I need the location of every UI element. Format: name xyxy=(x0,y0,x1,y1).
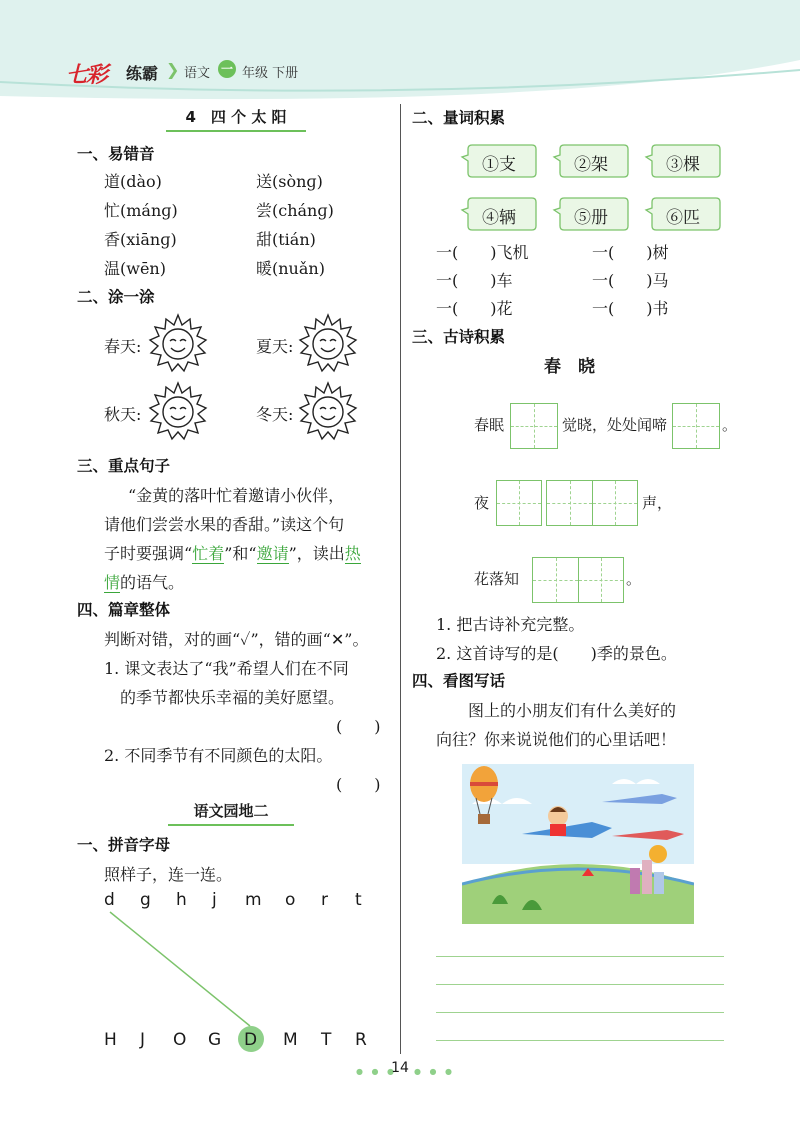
poem-text: 春眠 xyxy=(474,416,505,434)
text-run: ”，读出 xyxy=(288,544,345,563)
uppercase-letter[interactable]: H xyxy=(104,1030,117,1050)
garden-title-text: 语文园地二 xyxy=(193,802,269,820)
uppercase-letter[interactable]: J xyxy=(140,1030,146,1050)
pinyin-item: 尝(chánɡ) xyxy=(256,201,334,220)
section-title: 二、涂一涂 xyxy=(77,288,155,306)
lowercase-letter[interactable]: r xyxy=(321,890,328,910)
uppercase-letter[interactable]: M xyxy=(283,1030,298,1050)
lowercase-letter[interactable]: j xyxy=(212,890,217,910)
tianzige-box[interactable] xyxy=(496,480,542,526)
subject-label: 语文 xyxy=(184,66,211,81)
pinyin-item: 甜(tián) xyxy=(256,230,316,249)
lowercase-letter[interactable]: g xyxy=(140,890,151,910)
measure-word-bubble xyxy=(644,143,722,179)
column-divider xyxy=(400,104,401,1054)
section-title: 三、古诗积累 xyxy=(412,328,506,346)
section-title: 三、重点句子 xyxy=(77,457,171,475)
illustration-image xyxy=(462,764,694,924)
prompt-text: 向往？你来说说他们的心里话吧！ xyxy=(436,730,677,749)
measure-word-bubble xyxy=(460,196,538,232)
question-text: 1. 把古诗补充完整。 xyxy=(436,615,585,634)
bubble-text: ④辆 xyxy=(482,208,516,228)
fill-blank[interactable]: 一( )书 xyxy=(592,299,669,318)
section-title: 二、量词积累 xyxy=(412,109,506,127)
bubble-text: ③棵 xyxy=(666,155,700,175)
bubble-text: ⑤册 xyxy=(574,208,608,228)
text-run: 子时要强调“ xyxy=(104,544,193,563)
poem-title: 春 晓 xyxy=(544,357,595,377)
page-number: 14 xyxy=(391,1060,409,1076)
emphasis-word: 邀请 xyxy=(256,544,289,563)
question-text: 2. 这首诗写的是( )季的景色。 xyxy=(436,644,677,663)
instruction: 照样子，连一连。 xyxy=(104,865,233,884)
section-title: 一、易错音 xyxy=(77,145,155,163)
lesson-title-text: 4 四 个 太 阳 xyxy=(185,108,287,126)
measure-word-bubble xyxy=(460,143,538,179)
bubble-text: ②架 xyxy=(574,155,608,175)
key-sentence-line: “金黄的落叶忙着邀请小伙伴， xyxy=(128,486,345,505)
fill-blank[interactable]: 一( )马 xyxy=(592,271,669,290)
prompt-text: 图上的小朋友们有什么美好的 xyxy=(468,701,677,720)
pinyin-item: 道(dào) xyxy=(104,172,162,191)
pinyin-item: 暖(nuǎn) xyxy=(256,259,325,278)
season-label: 秋天: xyxy=(104,405,142,424)
lowercase-letter[interactable]: m xyxy=(245,890,262,910)
season-label: 冬天: xyxy=(256,405,294,424)
section-title: 一、拼音字母 xyxy=(77,836,171,854)
bubble-text: ⑥匹 xyxy=(666,208,700,228)
footer-dots-left: ● ● ● xyxy=(356,1067,398,1076)
grade-text: 年级 下册 xyxy=(242,66,299,81)
brand-logo: 七彩 xyxy=(66,63,107,88)
question-text: 1. 课文表达了“我”希望人们在不同 xyxy=(104,659,349,678)
measure-word-bubble xyxy=(552,196,630,232)
measure-word-bubble xyxy=(552,143,630,179)
fill-blank[interactable]: 一( )车 xyxy=(436,271,513,290)
uppercase-letter[interactable]: D xyxy=(244,1030,258,1050)
poem-text: 夜 xyxy=(474,494,490,512)
lowercase-letter[interactable]: h xyxy=(176,890,187,910)
poem-text: 声， xyxy=(642,494,673,512)
tianzige-box[interactable] xyxy=(510,403,558,449)
tianzige-box[interactable] xyxy=(532,557,624,603)
brand-name: 练霸 xyxy=(126,64,159,83)
uppercase-letter[interactable]: O xyxy=(173,1030,187,1050)
lowercase-letter[interactable]: t xyxy=(355,890,362,910)
answer-paren[interactable]: ( ) xyxy=(336,717,381,736)
pinyin-item: 香(xiānɡ) xyxy=(104,230,177,249)
emphasis-word: 情 xyxy=(104,573,121,592)
section-title: 四、看图写话 xyxy=(412,672,506,690)
tianzige-box[interactable] xyxy=(672,403,720,449)
lowercase-letter[interactable]: o xyxy=(285,890,296,910)
fill-blank[interactable]: 一( )树 xyxy=(592,243,669,262)
emphasis-word: 忙着 xyxy=(192,544,225,563)
instruction: 判断对错，对的画“✓”，错的画“✕”。 xyxy=(104,630,369,649)
poem-text: 花落知 xyxy=(474,570,520,588)
pinyin-item: 忙(mánɡ) xyxy=(104,201,178,220)
poem-text: 。 xyxy=(722,416,738,434)
section-title: 四、篇章整体 xyxy=(77,601,171,619)
question-text: 的季节都快乐幸福的美好愿望。 xyxy=(120,688,345,707)
text-run: 的语气。 xyxy=(120,573,185,592)
answer-paren[interactable]: ( ) xyxy=(336,775,381,794)
tianzige-box[interactable] xyxy=(546,480,638,526)
question-text: 2. 不同季节有不同颜色的太阳。 xyxy=(104,746,333,765)
poem-text: 觉晓，处处闻啼 xyxy=(562,416,668,434)
writing-line[interactable] xyxy=(436,956,724,957)
bubble-text: ①支 xyxy=(482,155,516,175)
footer-dots-right: ● ● ● xyxy=(414,1067,456,1076)
text-run: ”和“ xyxy=(224,544,257,563)
key-sentence-line: 请他们尝尝水果的香甜。”读这个句 xyxy=(104,515,345,534)
season-label: 夏天: xyxy=(256,337,294,356)
grade-badge: 一 xyxy=(218,60,236,78)
chevron-icon: ❯ xyxy=(166,60,180,79)
writing-line[interactable] xyxy=(436,984,724,985)
uppercase-letter[interactable]: R xyxy=(355,1030,367,1050)
pinyin-item: 送(sònɡ) xyxy=(256,172,323,191)
measure-word-bubble xyxy=(644,196,722,232)
lowercase-letter[interactable]: d xyxy=(104,890,115,910)
writing-line[interactable] xyxy=(436,1012,724,1013)
poem-text: 。 xyxy=(626,570,642,588)
emphasis-word: 热 xyxy=(344,544,361,563)
fill-blank[interactable]: 一( )花 xyxy=(436,299,513,318)
pinyin-item: 温(wēn) xyxy=(104,259,166,278)
writing-line[interactable] xyxy=(436,1040,724,1041)
fill-blank[interactable]: 一( )飞机 xyxy=(436,243,529,262)
season-label: 春天: xyxy=(104,337,142,356)
uppercase-letter[interactable]: G xyxy=(208,1030,222,1050)
uppercase-letter[interactable]: T xyxy=(321,1030,332,1050)
